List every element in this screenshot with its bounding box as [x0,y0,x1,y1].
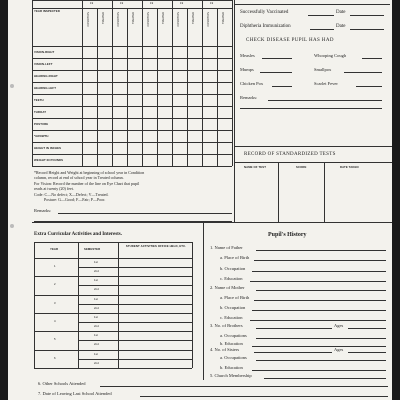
grid-row-label: VISION-RIGHT [34,50,55,54]
diphtheria-date-label: Date [336,24,346,29]
extra-semester: 2nd [94,360,99,365]
extra-semester: 1st [94,333,99,338]
grid-row-label: HEIGHT IN INCHES [34,146,62,150]
leaving-date-label: 7. Date of Leaving Last School Attended [38,391,112,396]
grid-row-label: HEARING-LEFT [34,86,57,90]
sisters-education-label: b. Education [220,365,243,370]
grid-row-label: VISION-LEFT [34,62,53,66]
year-col-3: 19 [150,1,154,5]
treated-header: TREATED [102,12,105,24]
pupils-history-section [204,224,392,380]
note-line-4: reads at twenty (20) feet. [34,186,74,191]
sisters-label: 4. No. of Sisters [210,347,240,352]
treated-header: TREATED [222,12,225,24]
punch-hole [10,84,14,88]
extra-semester: 1st [94,296,99,301]
treated-header: TREATED [132,12,135,24]
brothers-occupation-label: a. Occupations [220,333,247,338]
grid-row-label: WEIGHT IN POUNDS [34,158,64,162]
extra-title: Extra Curricular Activities and Interests. [34,232,123,237]
father-occupation-label: b. Occupation [220,266,246,271]
vaccination-section [240,0,390,110]
sisters-ages-label: Ages [334,347,344,352]
check-disease-title: CHECK DISEASE PUPIL HAS HAD [246,38,334,43]
church-label: 5. Church Membership [210,373,252,378]
brothers-label: 3. No. of Brothers [210,323,243,328]
extra-col-activities: STUDENT ACTIVITIES OFFICE HELD, ETC. [125,244,187,248]
extra-semester: 2nd [94,287,99,292]
father-label: 1. Name of Father [210,245,243,250]
sisters-occupation-label: a. Occupations [220,355,247,360]
extra-year-6: 6 [54,355,56,360]
disease-smallpox: Smallpox [314,67,332,72]
extra-semester: 1st [94,314,99,319]
year-col-2: 19 [120,1,124,5]
treated-header: TREATED [162,12,165,24]
extra-semester: 1st [94,260,99,264]
extra-semester: 2nd [94,269,99,274]
grid-row-label: TEETH [34,98,44,102]
year-col-5: 19 [210,1,214,5]
punch-hole [10,224,14,228]
mother-label: 2. Name of Mother [210,285,245,290]
extra-year-3: 3 [54,300,56,305]
disease-mumps: Mumps [240,67,254,72]
note-line-2: column, record at end of school year in Treated column. [34,175,124,180]
disease-whooping-cough: Whooping Cough [314,53,347,58]
condition-header: CONDITION [147,12,150,27]
extra-semester: 2nd [94,305,99,310]
tests-col-score: SCORE [296,165,307,169]
condition-header: CONDITION [177,12,180,27]
extra-col-year: YEAR [50,247,59,251]
note-line-6: Posture: G—Good; F—Fair; P—Poor. [44,197,106,202]
health-remarks-label: Remarks: [34,208,52,213]
disease-chicken-pox: Chicken Pox [240,81,264,86]
treated-header: TREATED [192,12,195,24]
extra-semester: 1st [94,278,99,283]
condition-header: CONDITION [207,12,210,27]
condition-header: CONDITION [87,12,90,27]
extra-year-2: 2 [54,282,56,287]
mother-occupation-label: b. Occupation [220,305,246,310]
father-education-label: c. Education [220,276,243,281]
year-col-4: 19 [180,1,184,5]
extra-year-5: 5 [54,337,56,342]
vaccination-remarks-label: Remarks: [240,95,258,100]
note-line-3: For Vision: Record the number of the line on Eye Chart that pupil [34,181,140,186]
mother-education-label: c. Education [220,315,243,320]
grid-row-label: *GROWTH [34,134,49,138]
brothers-ages-label: Ages [334,323,344,328]
diphtheria-label: Diphtheria Immunization [240,24,291,29]
disease-measles: Measles [240,53,255,58]
grid-row-label: THROAT [34,110,47,114]
note-line-5: Code: C—No defect; X—Defect; V—Treated. [34,192,109,197]
other-schools-label: 6. Other Schools Attended [38,381,86,386]
extra-year-4: 4 [54,318,56,323]
mother-birth-label: a. Place of Birth [220,295,250,300]
history-title: Pupil's History [268,232,307,238]
extra-curricular-section [32,224,200,374]
extra-semester: 2nd [94,324,99,329]
grid-row-label: HEARING-RIGHT [34,74,58,78]
record-card [8,0,392,400]
health-inspection-grid [32,0,232,168]
extra-semester: 1st [94,351,99,356]
father-birth-label: a. Place of Birth [220,255,250,260]
note-line-1: *Record Height and Weight at beginning of school year in Condition [34,170,145,175]
standardized-tests-table [234,146,392,222]
tests-col-date: DATE TAKEN [340,165,359,169]
brothers-education-label: b. Education [220,341,243,346]
year-col-1: 19 [90,1,94,5]
vaccinated-label: Successfully Vaccinated [240,10,289,15]
extra-semester: 2nd [94,342,99,347]
grid-row-label: POSTURE [34,122,49,126]
extra-col-semester: SEMESTER [84,247,101,251]
vaccinated-date-label: Date [336,10,346,15]
condition-header: CONDITION [117,12,120,27]
tests-title: RECORD OF STANDARDIZED TESTS [244,152,336,157]
tests-col-name: NAME OF TEST [244,165,267,169]
extra-year-1: 1 [54,264,56,268]
disease-scarlet-fever: Scarlet Fever [314,81,338,86]
year-inspected-label: YEAR INSPECTED [34,9,60,13]
